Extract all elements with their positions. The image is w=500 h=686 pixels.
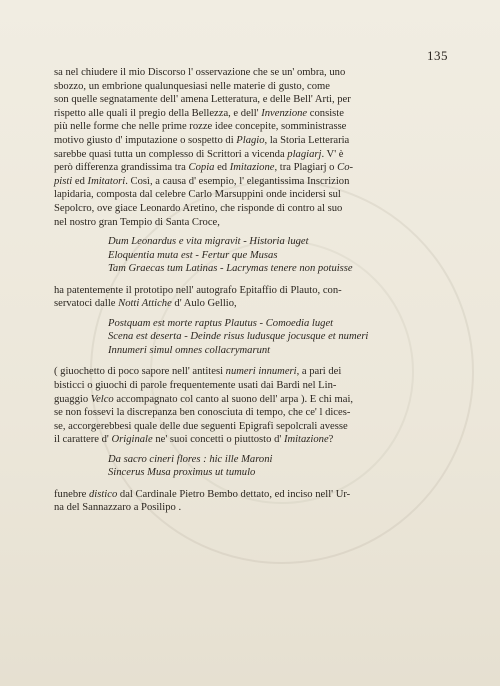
paragraph-2: ha patentemente il prototipo nell' autografo Epitaffio di Plauto, con- servatoci dalle Notti Attiche d' Aulo Gellio,	[54, 284, 342, 310]
verse-line: Scena est deserta - Deinde risus ludusque jocusque et numeri	[108, 331, 369, 343]
verse-line: Dum Leonardus e vita migravit - Historia luget	[108, 236, 309, 248]
verse-line: Sincerus Musa proximus ut tumulo	[108, 467, 256, 479]
verse-line: Da sacro cineri flores : hic ille Maroni	[108, 453, 273, 465]
verse-line: Tam Graecas tum Latinas - Lacrymas tenere non potuisse	[108, 263, 353, 275]
page-number: 135	[427, 48, 448, 63]
verse-line: Postquam est morte raptus Plautus - Comoedia luget	[108, 317, 334, 329]
verse-line: Eloquentia muta est - Fertur que Musas	[108, 249, 278, 261]
paragraph-3: ( giuochetto di poco sapore nell' antitesi numeri innumeri, a pari dei bisticci o giuochi di parole frequentemente usati dai Bardi nel Lin- guaggio Velco accompagnato col canto al suono dell' arpa ). E chi mai, se non fossevi la discrepanza ben conosciuta di tempo, che ce' l dices- se, accorgerebbesi quale delle due seguenti Epigrafi sepolcrali avesse il carattere d' Originale ne' suoi concetti o piuttosto d' Imitazione?	[54, 366, 354, 446]
paragraph-1: sa nel chiudere il mio Discorso l' osservazione che se un' ombra, uno sbozzo, un embrione qualunquesiasi nelle materie di gusto, come son quelle segnatamente dell' amena Letteratura, e delle Bell' Arti, per rispetto alle quali il pregio della Bellezza, e dell' Invenzione consiste più nelle forme che nelle prime rozze idee concepite, somministrasse motivo giusto d' imputazione o sospetto di Plagio, la Storia Letteraria sarebbe quasi tutta un complesso di Scrittori a vicenda plagiarj. V' è però differenza grandissima tra Copia ed Imitazione, tra Plagiarj o Co- pisti ed Imitatori. Così, a causa d' esempio, l' elegantissima Inscrizion lapidaria, composta dal celebre Carlo Marsuppini onde incidersi sul Sepolcro, ove giace Leonardo Aretino, che risponde di contro al suo nel nostro gran Tempio di Santa Croce,	[54, 67, 354, 228]
paragraph-4: funebre distico dal Cardinale Pietro Bembo dettato, ed inciso nell' Ur- na del Sannazzaro a Posilipo .	[54, 488, 351, 514]
epitaph-aretino	[108, 235, 446, 276]
body-text	[54, 66, 446, 515]
epitaph-plautus	[108, 317, 446, 358]
verse-line: Innumeri simul omnes collacrymarunt	[108, 344, 271, 356]
epigraph-sannazzaro	[108, 453, 446, 480]
